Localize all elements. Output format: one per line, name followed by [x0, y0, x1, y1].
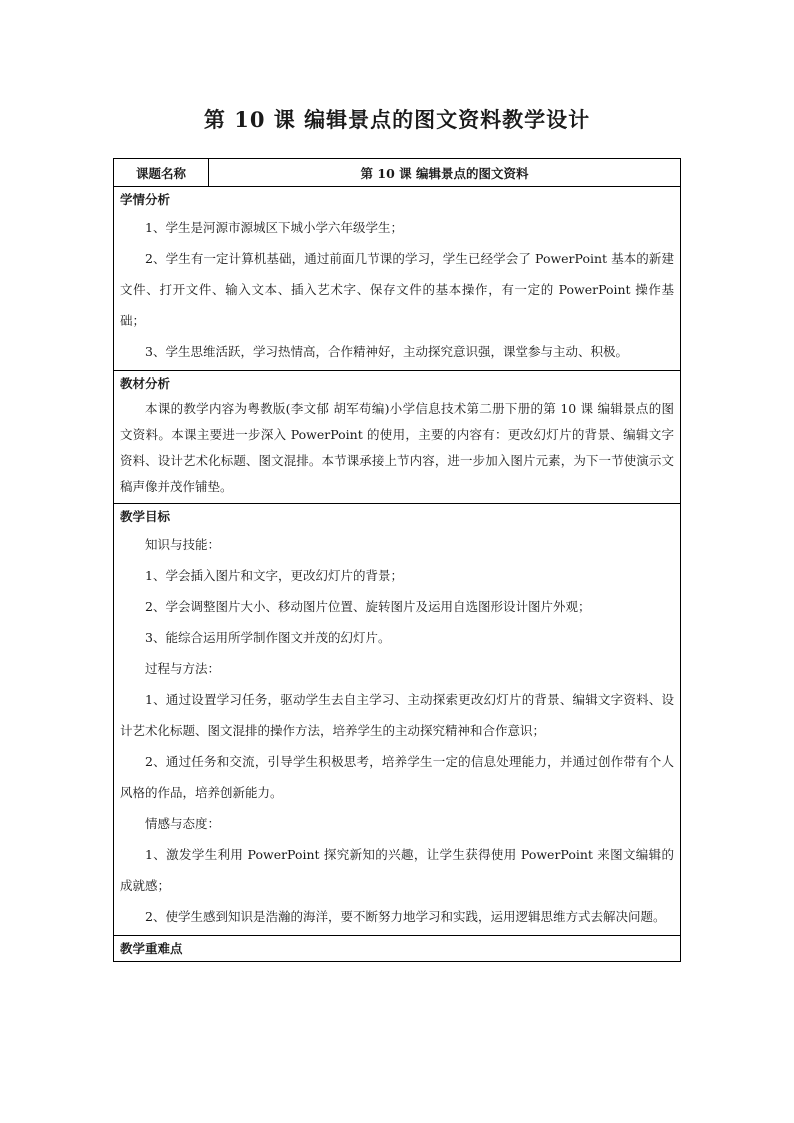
objectives-paragraph: 3、能综合运用所学制作图文并茂的幻灯片。 — [145, 630, 391, 645]
objectives-cell — [114, 504, 681, 936]
topic-row — [114, 159, 681, 187]
objectives-paragraph: 2、使学生感到知识是浩瀚的海洋，要不断努力地学习和实践，运用逻辑思维方式去解决问题。 — [145, 909, 666, 924]
objectives-paragraph: 1、激发学生利用 PowerPoint 探究新知的兴趣，让学生获得使用 PowerPoint 来图文编辑的成就感； — [120, 847, 674, 893]
learner-paragraph: 2、学生有一定计算机基础，通过前面几节课的学习，学生已经学会了 PowerPoint 基本的新建文件、打开文件、输入文本、插入艺术字、保存文件的基本操作，有一定的 PowerPoint 操作基础； — [120, 251, 674, 328]
topic-value: 第 10 课 编辑景点的图文资料 — [209, 159, 681, 187]
material-analysis-row — [114, 371, 681, 504]
learner-analysis-cell — [114, 187, 681, 371]
objectives-paragraph: 1、通过设置学习任务，驱动学生去自主学习、主动探索更改幻灯片的背景、编辑文字资料、设计艺术化标题、图文混排的操作方法，培养学生的主动探究精神和合作意识； — [120, 692, 674, 738]
key-points-cell — [114, 936, 681, 962]
objectives-paragraph: 2、学会调整图片大小、移动图片位置、旋转图片及运用自选图形设计图片外观； — [145, 599, 591, 614]
key-points-row — [114, 936, 681, 962]
material-analysis-cell — [114, 371, 681, 504]
objectives-row — [114, 504, 681, 936]
objectives-paragraph: 1、学会插入图片和文字，更改幻灯片的背景； — [145, 568, 403, 583]
material-paragraph: 本课的教学内容为粤教版(李文郁 胡军苟编)小学信息技术第二册下册的第 10 课 编辑景点的图文资料。本课主要进一步深入 PowerPoint 的使用，主要的内容有：更改幻灯片的背景、编辑文字资料、设计艺术化标题、图文混排。本节课承接上节内容，进一步加入图片元素，为下一节使演示文稿声像并茂作铺垫。 — [120, 401, 674, 494]
objectives-paragraph: 2、通过任务和交流，引导学生积极思考，培养学生一定的信息处理能力，并通过创作带有个人风格的作品，培养创新能力。 — [120, 754, 674, 800]
learner-paragraph: 1、学生是河源市源城区下城小学六年级学生； — [145, 220, 403, 235]
objectives-title: 教学目标 — [120, 509, 171, 524]
lesson-plan-table — [113, 158, 681, 962]
document-title: 第 10 课 编辑景点的图文资料教学设计 — [203, 107, 591, 132]
objectives-paragraph: 过程与方法： — [145, 661, 221, 676]
objectives-paragraph: 知识与技能： — [145, 537, 221, 552]
learner-analysis-row — [114, 187, 681, 371]
topic-label: 课题名称 — [114, 159, 209, 187]
learner-analysis-title: 学情分析 — [120, 192, 171, 207]
learner-paragraph: 3、学生思维活跃，学习热情高，合作精神好，主动探究意识强，课堂参与主动、积极。 — [145, 344, 628, 359]
key-points-title: 教学重难点 — [120, 941, 183, 956]
material-analysis-title: 教材分析 — [120, 376, 171, 391]
objectives-paragraph: 情感与态度： — [145, 816, 221, 831]
